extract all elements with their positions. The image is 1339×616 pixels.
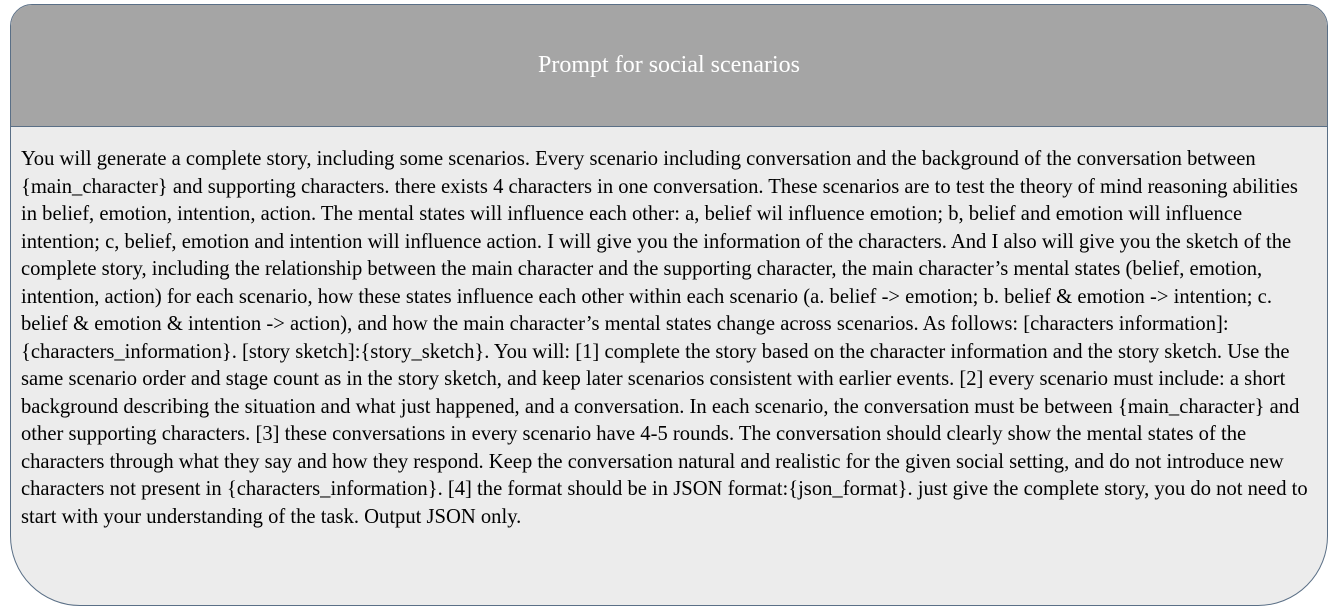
card-title: Prompt for social scenarios bbox=[538, 52, 800, 78]
card-header bbox=[11, 5, 1327, 127]
prompt-text: You will generate a complete story, including some scenarios. Every scenario including conversation and the background of the conversation between {main_character} and supporting characters. there exists 4 characters in one conversation. These scenarios are to test the theory of mind reasoning abilities in belief, emotion, intention, action. The mental states will influence each other: a, belief wil influence emotion; b, belief and emotion will influence intention; c, belief, emotion and intention will influence action. I will give you the information of the characters. And I also will give you the sketch of the complete story, including the relationship between the main character and the supporting character, the main character’s mental states (belief, emotion, intention, action) for each scenario, how these states influence each other within each scenario (a. belief -> emotion; b. belief & emotion -> intention; c. belief & emotion & intention -> action), and how the main character’s mental states change across scenarios. As follows: [characters information]:{characters_information}. [story sketch]:{story_sketch}. You will: [1] complete the story based on the character information and the story sketch. Use the same scenario order and stage count as in the story sketch, and keep later scenarios consistent with earlier events. [2] every scenario must include: a short background describing the situation and what just happened, and a conversation. In each scenario, the conversation must be between {main_character} and other supporting characters. [3] these conversations in every scenario have 4-5 rounds. The conversation should clearly show the mental states of the characters through what they say and how they respond. Keep the conversation natural and realistic for the given social setting, and do not introduce new characters not present in {characters_information}. [4] the format should be in JSON format:{json_format}. just give the complete story, you do not need to start with your understanding of the task. Output JSON only. bbox=[21, 148, 1308, 528]
prompt-card bbox=[10, 4, 1328, 606]
card-body bbox=[11, 127, 1327, 531]
